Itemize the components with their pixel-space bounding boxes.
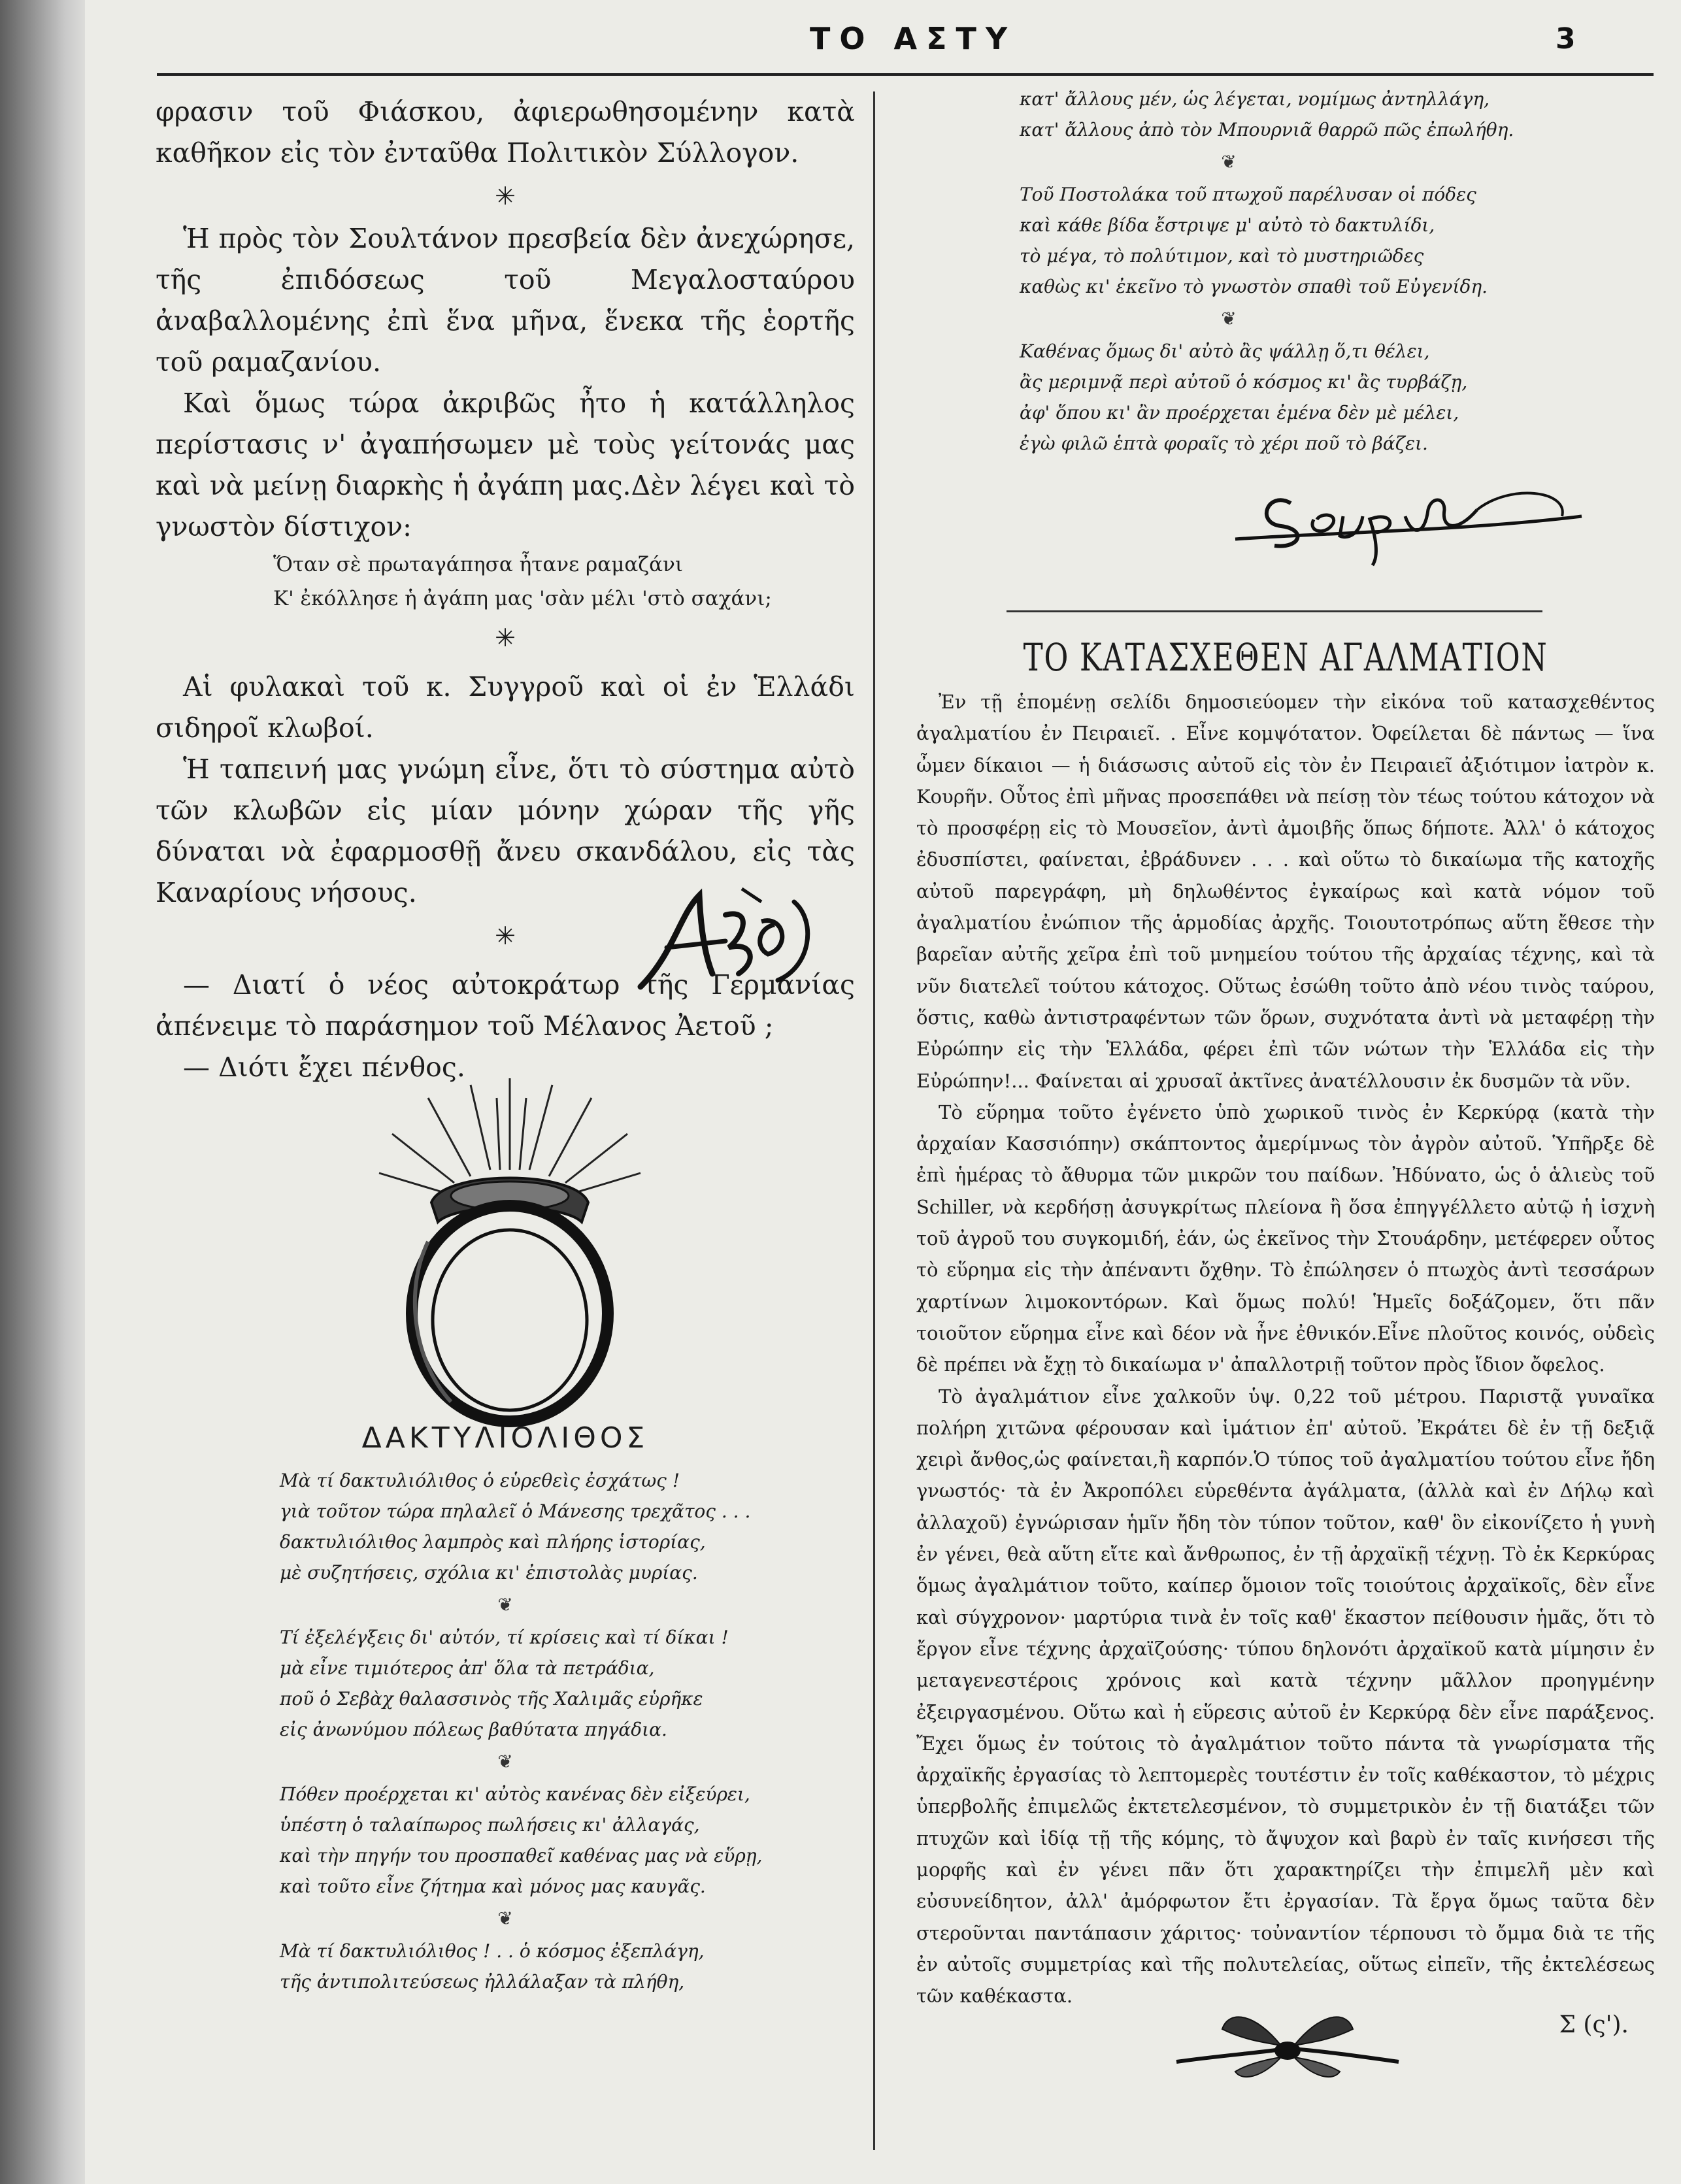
poem-line: τῆς ἀντιπολιτεύσεως ἠλλάλαξαν τὰ πλήθη,	[280, 1971, 685, 1993]
ring-illustration	[366, 1072, 654, 1438]
ornament-separator: ❦	[497, 1751, 513, 1772]
poem-line: καὶ τὴν πηγήν του προσπαθεῖ καθένας μας νὰ εὕρῃ,	[280, 1845, 763, 1866]
couplet-line-2: Κ' ἐκόλλησε ἡ ἀγάπη μας 'σὰν μέλι 'στὸ σαχάνι;	[273, 587, 772, 610]
article-body	[916, 686, 1655, 2011]
poem-line: καὶ κάθε βίδα ἔστριψε μ' αὐτὸ τὸ δακτυλίδι,	[1020, 214, 1435, 236]
poem-line: Τί ἐξελέγξεις δι' αὐτόν, τί κρίσεις καὶ τί δίκαι !	[280, 1627, 729, 1648]
ornament-separator: ❦	[1221, 151, 1237, 173]
poem-title: ΔΑΚΤΥΛΙΟΛΙΘΟΣ	[361, 1421, 649, 1455]
poem-stanza-7	[1020, 336, 1608, 459]
poem-line: ποῦ ὁ Σεβὰχ θαλασσινὸς τῆς Χαλιμᾶς εὑρῆκε	[280, 1688, 703, 1710]
header-rule	[157, 73, 1654, 76]
paragraph-cages: Ἡ ταπεινή μας γνώμη εἶνε, ὅτι τὸ σύστημα αὐτὸ τῶν κλωβῶν εἰς μίαν μόνην χώραν τῆς γῆς δύναται νὰ ἐφαρμοσθῇ ἄνευ σκανδάλου, εἰς τὰς Καναρίους νήσους.	[156, 753, 855, 908]
poem-line: καθὼς κι' ἐκεῖνο τὸ γνωστὸν σπαθὶ τοῦ Εὐγενίδη.	[1020, 276, 1488, 297]
book-binding-shadow	[0, 0, 98, 2184]
ornament-separator: ❦	[497, 1594, 513, 1615]
paragraph-sultan: Ἡ πρὸς τὸν Σουλτάνον πρεσβεία δὲν ἀνεχώρησε, τῆς ἐπιδόσεως τοῦ Μεγαλοσταύρου ἀναβαλλομένης ἐπὶ ἕνα μῆνα, ἕνεκα τῆς ἑορτῆς τοῦ ραμαζανίου.	[156, 223, 855, 378]
poem-line: Πόθεν προέρχεται κι' αὐτὸς κανένας δὲν εἰξεύρει,	[280, 1783, 750, 1805]
handwritten-signature-azos	[627, 876, 824, 1006]
poem-line: μὰ εἶνε τιμιότερος ἀπ' ὅλα τὰ πετράδια,	[280, 1657, 655, 1679]
poem-stanza-5	[1020, 84, 1608, 145]
poem-stanza-2	[280, 1622, 855, 1745]
masthead-title: ΤΟ ΑΣΤΥ	[810, 21, 1017, 56]
poem-line: κατ' ἄλλους ἀπὸ τὸν Μπουρνιᾶ θαρρῶ πῶς ἐπωλήθη.	[1020, 119, 1514, 141]
poem-stanza-3	[280, 1779, 855, 1902]
poem-line: ὑπέστη ὁ ταλαίπωρος πωλήσεις κι' ἀλλαγάς,	[280, 1814, 700, 1836]
article-headline: ΤΟ ΚΑΤΑΣΧΕΘΕΝ ΑΓΑΛΜΑΤΙΟΝ	[1023, 635, 1548, 680]
poem-line: ἂς μεριμνᾷ περὶ αὐτοῦ ὁ κόσμος κι' ἂς τυρβάζῃ,	[1020, 371, 1468, 393]
poem-line: ἐγὼ φιλῶ ἑπτὰ φοραῖς τὸ χέρι ποῦ τὸ βάζει.	[1020, 433, 1428, 454]
section-divider	[1007, 610, 1542, 612]
paragraph-ramazan: Καὶ ὅμως τώρα ἀκριβῶς ἦτο ἡ κατάλληλος περίστασις ν' ἀγαπήσωμεν μὲ τοὺς γείτονάς μας καὶ νὰ μείνῃ διαρκὴς ἡ ἀγάπη μας.Δὲν λέγει καὶ τὸ γνωστὸν δίστιχον:	[156, 388, 855, 542]
article-paragraph: Τὸ εὕρημα τοῦτο ἐγένετο ὑπὸ χωρικοῦ τινὸς ἐν Κερκύρᾳ (κατὰ τὴν ἀρχαίαν Κασσιόπην) σκάπτοντος ἀμερίμνως τὸν ἀγρὸν αὐτοῦ. Ὑπῆρξε δὲ ἐπὶ ἡμέρας τὸ ἄθυρμα τῶν μικρῶν του παίδων. Ἠδύνατο, ὡς ὁ ἁλιεὺς τοῦ Schiller, νὰ κερδήσῃ ἀσυγκρίτως πλείονα ἢ ὅσα ἐπηγγέλλετο αὐτῷ ἡ ἰσχνὴ τοῦ ἀγροῦ του συγκομιδή, ἐάν, ὡς ἐκεῖνος τὴν Στουάρδην, μετέφερεν οὗτος τὸ εὕρημα εἰς τὴν ἀπέναντι ὄχθην. Τὸ ἐπώλησεν ὁ πτωχὸς ἀντὶ τεσσάρων χαρτίνων λιμοκοντόρων. Καὶ ὅμως πολύ! Ἡμεῖς δοξάζομεν, ὅτι πᾶν τοιοῦτον εὕρημα εἶνε καὶ δέον νὰ ἦνε ἐθνικόν.Εἶνε πλοῦτος κοινός, οὐδεὶς δὲ πρέπει νὰ ἔχῃ τὸ δικαίωμα ν' ἀπαλλοτριῇ τοῦτον πρὸς ἴδιον ὄφελος.	[916, 1100, 1655, 1376]
poem-line: Μὰ τί δακτυλιόλιθος ! . . ὁ κόσμος ἐξεπλάγη,	[280, 1940, 705, 1962]
paragraph-prisons: Αἱ φυλακαὶ τοῦ κ. Συγγροῦ καὶ οἱ ἐν Ἑλλάδι σιδηροῖ κλωβοί.	[156, 671, 855, 744]
poem-line: ἀφ' ὅπου κι' ἂν προέρχεται ἐμένα δὲν μὲ μέλει,	[1020, 402, 1459, 423]
page-number: 3	[1556, 22, 1576, 56]
paragraph-fiasko: φρασιν τοῦ Φιάσκου, ἀφιερωθησομένην κατὰ καθῆκον εἰς τὸν ἐνταῦθα Πολιτικὸν Σύλλογον.	[156, 96, 855, 169]
poem-line: καὶ τοῦτο εἶνε ζήτημα καὶ μόνος μας καυγᾶς.	[280, 1876, 706, 1897]
article-signature: Σ (ς').	[1559, 2011, 1629, 2039]
couplet-line-1: Ὅταν σὲ πρωταγάπησα ἦτανε ραμαζάνι	[273, 553, 684, 576]
ornament-separator: ❦	[497, 1908, 513, 1929]
insect-vignette	[1170, 2000, 1405, 2098]
poem-stanza-4	[280, 1936, 855, 1997]
asterism-separator: ✳	[495, 182, 516, 210]
poem-stanza-1	[280, 1465, 855, 1588]
poem-line: γιὰ τοῦτον τώρα πηλαλεῖ ὁ Μάνεσης τρεχᾶτος . . .	[280, 1500, 751, 1522]
poem-daktyliolithos	[156, 1421, 855, 1997]
article-paragraph: Τὸ ἀγαλμάτιον εἶνε χαλκοῦν ὑψ. 0,22 τοῦ μέτρου. Παριστᾷ γυναῖκα πολήρη χιτῶνα φέρουσαν καὶ ἱμάτιον ἐπ' αὐτοῦ. Ἐκράτει δὲ ἐν τῇ δεξιᾷ χειρὶ ἄνθος,ὡς φαίνεται,ἢ καρπόν.Ὁ τύπος τοῦ ἀγαλματίου τούτου εἶνε ἤδη γνωστός· τὰ ἐν Ἀκροπόλει εὑρεθέντα ἀγάλματα, (ἀλλὰ καὶ ἐν Δήλῳ καὶ ἀλλαχοῦ) ἐγνώρισαν ἡμῖν ἤδη τὸν τύπον τοῦτον, καθ' ὃν εἰκονίζετο ἡ γυνὴ ἐν γένει, θεὰ αὕτη εἴτε καὶ ἄνθρωπος, ἐν τῇ ἀρχαϊκῇ τέχνῃ. Τὸ ἐκ Κερκύρας ὅμως ἀγαλμάτιον τοῦτο, καίπερ ὅμοιον τοῖς τοιούτοις ἀρχαϊκοῖς, δὲν εἶνε καὶ σύγχρονον· μαρτύρια τινὰ ἐν τοῖς καθ' ἕκαστον πείθουσιν ἡμᾶς, ὅτι τὸ ἔργον εἶνε τέχνης ἀρχαϊζούσης· τύπου δηλονότι ἀρχαϊκοῦ κατὰ μίμησιν ἐν μεταγενεστέροις χρόνοις καὶ κατὰ τέχνην μᾶλλον προηγμένην ἐξειργασμένου. Οὕτω καὶ ἡ εὕρεσις αὐτοῦ ἐν Κερκύρᾳ δὲν εἶνε παράξενος. Ἔχει ὅμως ἐν τούτοις τὸ ἀγαλμάτιον τοῦτο πάντα τὰ γνωρίσματα τῆς ἀρχαϊκῆς ἐργασίας τὸ λεπτομερὲς τουτέστιν ἐν τοῖς καθέκαστον, τὸ μέχρις ὑπερβολῆς ἐπιμελῶς ἐκτετελεσμένον, τὸ συμμετρικὸν ἐν τῇ διατάξει τῶν πτυχῶν καὶ ἰδίᾳ τῇ τῆς κόμης, τὸ ἄψυχον καὶ βαρὺ ἐν ταῖς κινήσεσι τῆς μορφῆς καὶ ἐν γένει πᾶν ὅτι χαρακτηρίζει τὴν ἐπιμελῆ μὲν καὶ εὐσυνείδητον, ἀλλ' ἀμόρφωτον ἔτι ἐργασίαν. Τὰ ἔργα ὅμως ταῦτα δὲν στεροῦνται παντάπασιν χάριτος· τοὐναντίον τέρπουσι τὸ ὄμμα διὰ τε τῆς ἐν αὐτοῖς συμμετρίας καὶ τῆς πολυτελείας, οὕτως εἰπεῖν, τῆς ἐκτελέσεως τῶν καθέκαστα.	[916, 1385, 1655, 2008]
poem-line: εἰς ἀνωνύμου πόλεως βαθύτατα πηγάδια.	[280, 1719, 667, 1740]
poem-continuation	[1020, 84, 1608, 459]
poem-line: Τοῦ Ποστολάκα τοῦ πτωχοῦ παρέλυσαν οἱ πόδες	[1020, 184, 1476, 205]
dialogue-question: — Διατί ὁ νέος αὐτοκράτωρ τῆς Γερμανίας ἀπένειμε τὸ παράσημον τοῦ Μέλανος Ἀετοῦ ;	[156, 969, 855, 1042]
ornament-separator: ❦	[1221, 308, 1237, 329]
poem-stanza-6	[1020, 179, 1608, 302]
poem-line: τὸ μέγα, τὸ πολύτιμον, καὶ τὸ μυστηριῶδες	[1020, 245, 1424, 267]
poem-line: Μὰ τί δακτυλιόλιθος ὁ εὑρεθεὶς ἐσχάτως !	[280, 1470, 680, 1491]
poem-line: μὲ συζητήσεις, σχόλια κι' ἐπιστολὰς μυρίας.	[280, 1562, 698, 1583]
handwritten-signature-souris	[1229, 471, 1595, 569]
article-agalmation	[916, 635, 1655, 2038]
poem-line: Καθένας ὅμως δι' αὐτὸ ἂς ψάλλῃ ὅ,τι θέλει,	[1020, 340, 1430, 362]
article-paragraph: Ἐν τῇ ἑπομένῃ σελίδι δημοσιεύομεν τὴν εἰκόνα τοῦ κατασχεθέντος ἀγαλματίου ἐν Πειραιεῖ. . Εἶνε κομψότατον. Ὀφείλεται δὲ πάντως — ἵνα ὦμεν δίκαιοι — ἡ διάσωσις αὐτοῦ εἰς τὸν ἐν Πειραιεῖ ἀξιότιμον ἰατρὸν κ. Κουρῆν. Οὗτος ἐπὶ μῆνας προσεπάθει νὰ πείσῃ τὸν τέως τούτου κάτοχον νὰ τὸ προσφέρῃ εἰς τὸ Μουσεῖον, ἀντὶ ἀμοιβῆς ὅπως δήποτε. Ἀλλ' ὁ κάτοχος ἐδυσπίστει, φαίνεται, ἐβράδυνεν . . . καὶ οὕτω τὸ δικαίωμα τῆς κατοχῆς αὐτοῦ παρεγράφη, μὴ δηλωθέντος ἐγκαίρως καὶ κατὰ νόμον τοῦ ἀγαλματίου ἐνώπιον τῆς ἁρμοδίας ἀρχῆς. Τοιουτοτρόπως αὕτη ἔθεσε τὴν βαρεῖαν αὐτῆς χεῖρα ἐπὶ τοῦ μνημείου τούτου τῆς ἀρχαίας τέχνης, καὶ τὰ νῦν διατελεῖ τούτου κάτοχος. Οὕτως ἐσώθη τοῦτο ἀπὸ νέου τινὸς ταύρου, ὅστις, καθὼ ἀντιστραφέντων τῶν ὅρων, συχνότατα ἀντὶ νὰ μεταφέρῃ τὴν Εὐρώπην εἰς τὴν Ἑλλάδα, φέρει ἐπὶ τῶν νώτων τὴν Ἑλλάδα εἰς τὴν Εὐρώπην!... Φαίνεται αἱ χρυσαῖ ἀκτῖνες ἀνατέλλουσιν ἐκ δυσμῶν τὰ νῦν.	[916, 691, 1655, 1092]
asterism-separator: ✳	[495, 623, 516, 652]
column-divider	[873, 91, 875, 2150]
poem-line: δακτυλιόλιθος λαμπρὸς καὶ πλήρης ἱστορίας,	[280, 1531, 706, 1553]
asterism-separator: ✳	[495, 921, 516, 950]
poem-line: κατ' ἄλλους μέν, ὡς λέγεται, νομίμως ἀντηλλάγη,	[1020, 88, 1490, 110]
dialogue-answer: — Διότι ἔχει πένθος.	[183, 1051, 465, 1083]
